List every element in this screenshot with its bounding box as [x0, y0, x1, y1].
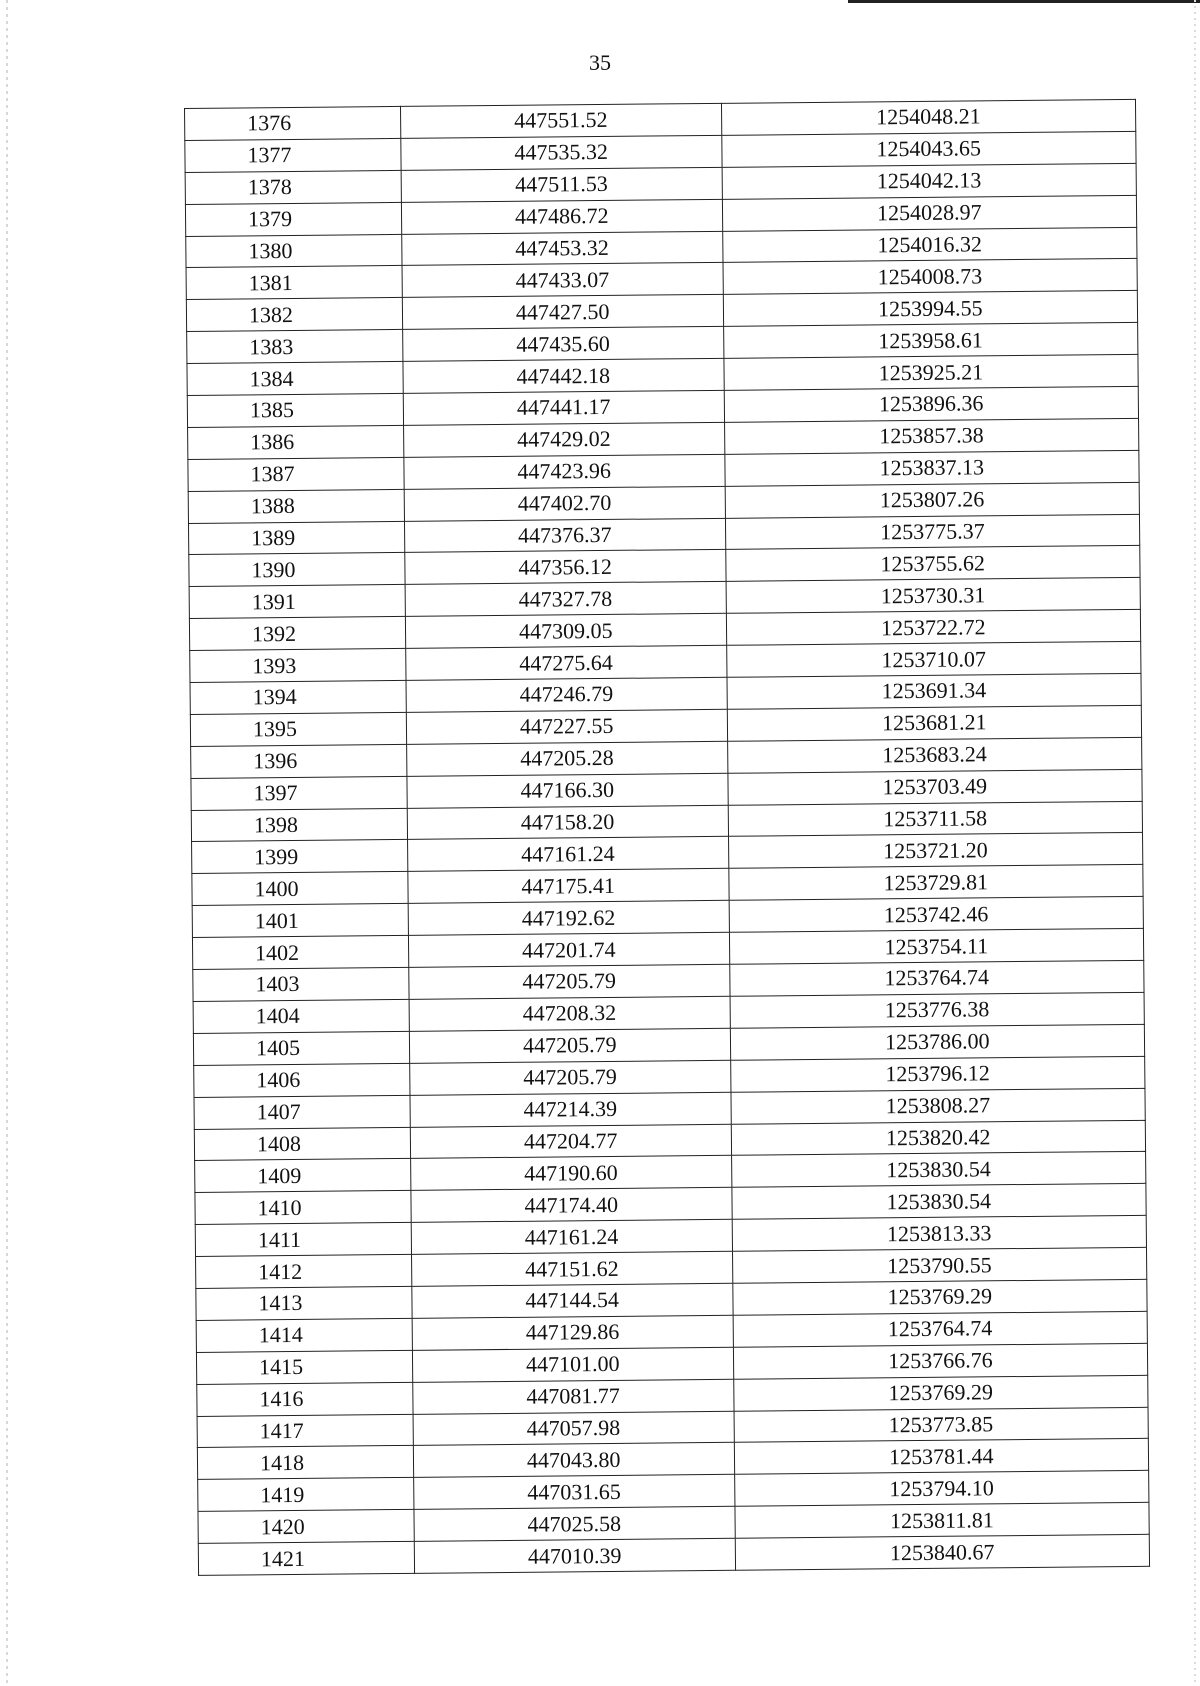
y-coordinate-cell: 1253691.34 — [727, 673, 1142, 709]
y-coordinate-cell: 1253958.61 — [723, 323, 1138, 359]
y-coordinate-cell: 1253710.07 — [726, 641, 1141, 677]
point-number-cell: 1382 — [186, 298, 402, 332]
x-coordinate-cell: 447551.52 — [400, 103, 721, 138]
y-coordinate-cell: 1253925.21 — [724, 354, 1139, 390]
x-coordinate-cell: 447442.18 — [403, 358, 724, 393]
y-coordinate-cell: 1253830.54 — [732, 1184, 1147, 1220]
y-coordinate-cell: 1253773.85 — [734, 1407, 1149, 1443]
point-number-cell: 1409 — [195, 1159, 411, 1193]
x-coordinate-cell: 447190.60 — [410, 1156, 731, 1191]
y-coordinate-cell: 1253703.49 — [728, 769, 1143, 805]
x-coordinate-cell: 447423.96 — [404, 454, 725, 489]
point-number-cell: 1385 — [187, 393, 403, 427]
x-coordinate-cell: 447151.62 — [411, 1251, 732, 1286]
coordinate-table — [184, 99, 1150, 1576]
y-coordinate-cell: 1253994.55 — [723, 291, 1138, 327]
x-coordinate-cell: 447129.86 — [412, 1315, 733, 1350]
point-number-cell: 1389 — [188, 521, 404, 555]
y-coordinate-cell: 1253820.42 — [731, 1120, 1146, 1156]
y-coordinate-cell: 1253722.72 — [726, 610, 1141, 646]
point-number-cell: 1386 — [188, 425, 404, 459]
point-number-cell: 1399 — [192, 840, 408, 874]
x-coordinate-cell: 447205.28 — [406, 741, 727, 776]
point-number-cell: 1388 — [188, 489, 404, 523]
x-coordinate-cell: 447057.98 — [413, 1411, 734, 1446]
x-coordinate-cell: 447175.41 — [408, 869, 729, 904]
x-coordinate-cell: 447158.20 — [407, 805, 728, 840]
point-number-cell: 1411 — [195, 1223, 411, 1257]
point-number-cell: 1402 — [192, 936, 408, 970]
y-coordinate-cell: 1253683.24 — [727, 737, 1142, 773]
point-number-cell: 1398 — [191, 808, 407, 842]
y-coordinate-cell: 1253790.55 — [732, 1247, 1147, 1283]
y-coordinate-cell: 1254043.65 — [721, 131, 1136, 167]
point-number-cell: 1407 — [194, 1095, 410, 1129]
y-coordinate-cell: 1253775.37 — [725, 514, 1140, 550]
point-number-cell: 1404 — [193, 999, 409, 1033]
point-number-cell: 1417 — [197, 1414, 413, 1448]
x-coordinate-cell: 447435.60 — [402, 327, 723, 362]
y-coordinate-cell: 1253896.36 — [724, 386, 1139, 422]
x-coordinate-cell: 447275.64 — [406, 645, 727, 680]
point-number-cell: 1408 — [194, 1127, 410, 1161]
x-coordinate-cell: 447441.17 — [403, 390, 724, 425]
point-number-cell: 1390 — [189, 553, 405, 587]
coordinate-table-body — [185, 99, 1150, 1575]
y-coordinate-cell: 1253721.20 — [728, 833, 1143, 869]
x-coordinate-cell: 447309.05 — [405, 614, 726, 649]
y-coordinate-cell: 1253754.11 — [729, 928, 1144, 964]
x-coordinate-cell: 447201.74 — [408, 932, 729, 967]
x-coordinate-cell: 447010.39 — [414, 1538, 735, 1573]
point-number-cell: 1412 — [196, 1254, 412, 1288]
y-coordinate-cell: 1253813.33 — [732, 1215, 1147, 1251]
y-coordinate-cell: 1253857.38 — [724, 418, 1139, 454]
x-coordinate-cell: 447174.40 — [411, 1188, 732, 1223]
point-number-cell: 1378 — [185, 170, 401, 204]
y-coordinate-cell: 1253742.46 — [729, 897, 1144, 933]
point-number-cell: 1395 — [190, 712, 406, 746]
y-coordinate-cell: 1254028.97 — [722, 195, 1137, 231]
point-number-cell: 1391 — [189, 585, 405, 619]
point-number-cell: 1397 — [191, 776, 407, 810]
x-coordinate-cell: 447205.79 — [409, 1028, 730, 1063]
y-coordinate-cell: 1253755.62 — [725, 546, 1140, 582]
y-coordinate-cell: 1253776.38 — [730, 992, 1145, 1028]
point-number-cell: 1381 — [186, 266, 402, 300]
y-coordinate-cell: 1254008.73 — [723, 259, 1138, 295]
y-coordinate-cell: 1253729.81 — [728, 865, 1143, 901]
y-coordinate-cell: 1253837.13 — [724, 450, 1139, 486]
point-number-cell: 1410 — [195, 1191, 411, 1225]
point-number-cell: 1394 — [190, 680, 406, 714]
x-coordinate-cell: 447101.00 — [412, 1347, 733, 1382]
x-coordinate-cell: 447192.62 — [408, 901, 729, 936]
x-coordinate-cell: 447204.77 — [410, 1124, 731, 1159]
x-coordinate-cell: 447144.54 — [412, 1283, 733, 1318]
y-coordinate-cell: 1253681.21 — [727, 705, 1142, 741]
point-number-cell: 1405 — [193, 1031, 409, 1065]
point-number-cell: 1376 — [185, 106, 401, 140]
y-coordinate-cell: 1253808.27 — [731, 1088, 1146, 1124]
y-coordinate-cell: 1253766.76 — [733, 1343, 1148, 1379]
x-coordinate-cell: 447246.79 — [406, 677, 727, 712]
y-coordinate-cell: 1253830.54 — [731, 1152, 1146, 1188]
x-coordinate-cell: 447025.58 — [414, 1506, 735, 1541]
top-edge-rule — [848, 0, 1200, 3]
y-coordinate-cell: 1253769.29 — [732, 1279, 1147, 1315]
y-coordinate-cell: 1253730.31 — [726, 578, 1141, 614]
scan-left-edge — [6, 0, 8, 1686]
point-number-cell: 1387 — [188, 457, 404, 491]
x-coordinate-cell: 447433.07 — [402, 263, 723, 298]
point-number-cell: 1396 — [191, 744, 407, 778]
y-coordinate-cell: 1253794.10 — [734, 1471, 1149, 1507]
point-number-cell: 1419 — [198, 1478, 414, 1512]
point-number-cell: 1414 — [196, 1318, 412, 1352]
page-number: 35 — [589, 50, 611, 75]
point-number-cell: 1415 — [196, 1350, 412, 1384]
x-coordinate-cell: 447376.37 — [404, 518, 725, 553]
x-coordinate-cell: 447043.80 — [413, 1443, 734, 1478]
point-number-cell: 1384 — [187, 362, 403, 396]
point-number-cell: 1413 — [196, 1286, 412, 1320]
point-number-cell: 1383 — [187, 330, 403, 364]
x-coordinate-cell: 447031.65 — [414, 1475, 735, 1510]
y-coordinate-cell: 1254042.13 — [722, 163, 1137, 199]
point-number-cell: 1403 — [193, 967, 409, 1001]
x-coordinate-cell: 447214.39 — [410, 1092, 731, 1127]
point-number-cell: 1379 — [185, 202, 401, 236]
point-number-cell: 1406 — [194, 1063, 410, 1097]
y-coordinate-cell: 1253786.00 — [730, 1024, 1145, 1060]
y-coordinate-cell: 1253796.12 — [730, 1056, 1145, 1092]
point-number-cell: 1400 — [192, 872, 408, 906]
point-number-cell: 1416 — [197, 1382, 413, 1416]
x-coordinate-cell: 447166.30 — [407, 773, 728, 808]
x-coordinate-cell: 447453.32 — [402, 231, 723, 266]
y-coordinate-cell: 1253807.26 — [725, 482, 1140, 518]
x-coordinate-cell: 447205.79 — [410, 1060, 731, 1095]
scan-right-edge — [1194, 0, 1196, 1686]
point-number-cell: 1401 — [192, 904, 408, 938]
y-coordinate-cell: 1254016.32 — [722, 227, 1137, 263]
y-coordinate-cell: 1253769.29 — [733, 1375, 1148, 1411]
x-coordinate-cell: 447429.02 — [403, 422, 724, 457]
x-coordinate-cell: 447081.77 — [413, 1379, 734, 1414]
x-coordinate-cell: 447327.78 — [405, 582, 726, 617]
point-number-cell: 1421 — [198, 1541, 414, 1575]
x-coordinate-cell: 447486.72 — [401, 199, 722, 234]
x-coordinate-cell: 447227.55 — [406, 709, 727, 744]
y-coordinate-cell: 1253840.67 — [735, 1534, 1150, 1570]
x-coordinate-cell: 447161.24 — [411, 1219, 732, 1254]
x-coordinate-cell: 447511.53 — [401, 167, 722, 202]
y-coordinate-cell: 1254048.21 — [721, 99, 1136, 135]
x-coordinate-cell: 447208.32 — [409, 996, 730, 1031]
x-coordinate-cell: 447427.50 — [402, 295, 723, 330]
y-coordinate-cell: 1253764.74 — [733, 1311, 1148, 1347]
point-number-cell: 1392 — [189, 617, 405, 651]
x-coordinate-cell: 447356.12 — [405, 550, 726, 585]
x-coordinate-cell: 447205.79 — [409, 964, 730, 999]
point-number-cell: 1380 — [186, 234, 402, 268]
y-coordinate-cell: 1253811.81 — [735, 1502, 1150, 1538]
x-coordinate-cell: 447402.70 — [404, 486, 725, 521]
point-number-cell: 1393 — [190, 649, 406, 683]
x-coordinate-cell: 447535.32 — [401, 135, 722, 170]
point-number-cell: 1418 — [197, 1446, 413, 1480]
y-coordinate-cell: 1253764.74 — [729, 960, 1144, 996]
x-coordinate-cell: 447161.24 — [407, 837, 728, 872]
y-coordinate-cell: 1253711.58 — [728, 801, 1143, 837]
y-coordinate-cell: 1253781.44 — [734, 1439, 1149, 1475]
point-number-cell: 1377 — [185, 138, 401, 172]
point-number-cell: 1420 — [198, 1510, 414, 1544]
